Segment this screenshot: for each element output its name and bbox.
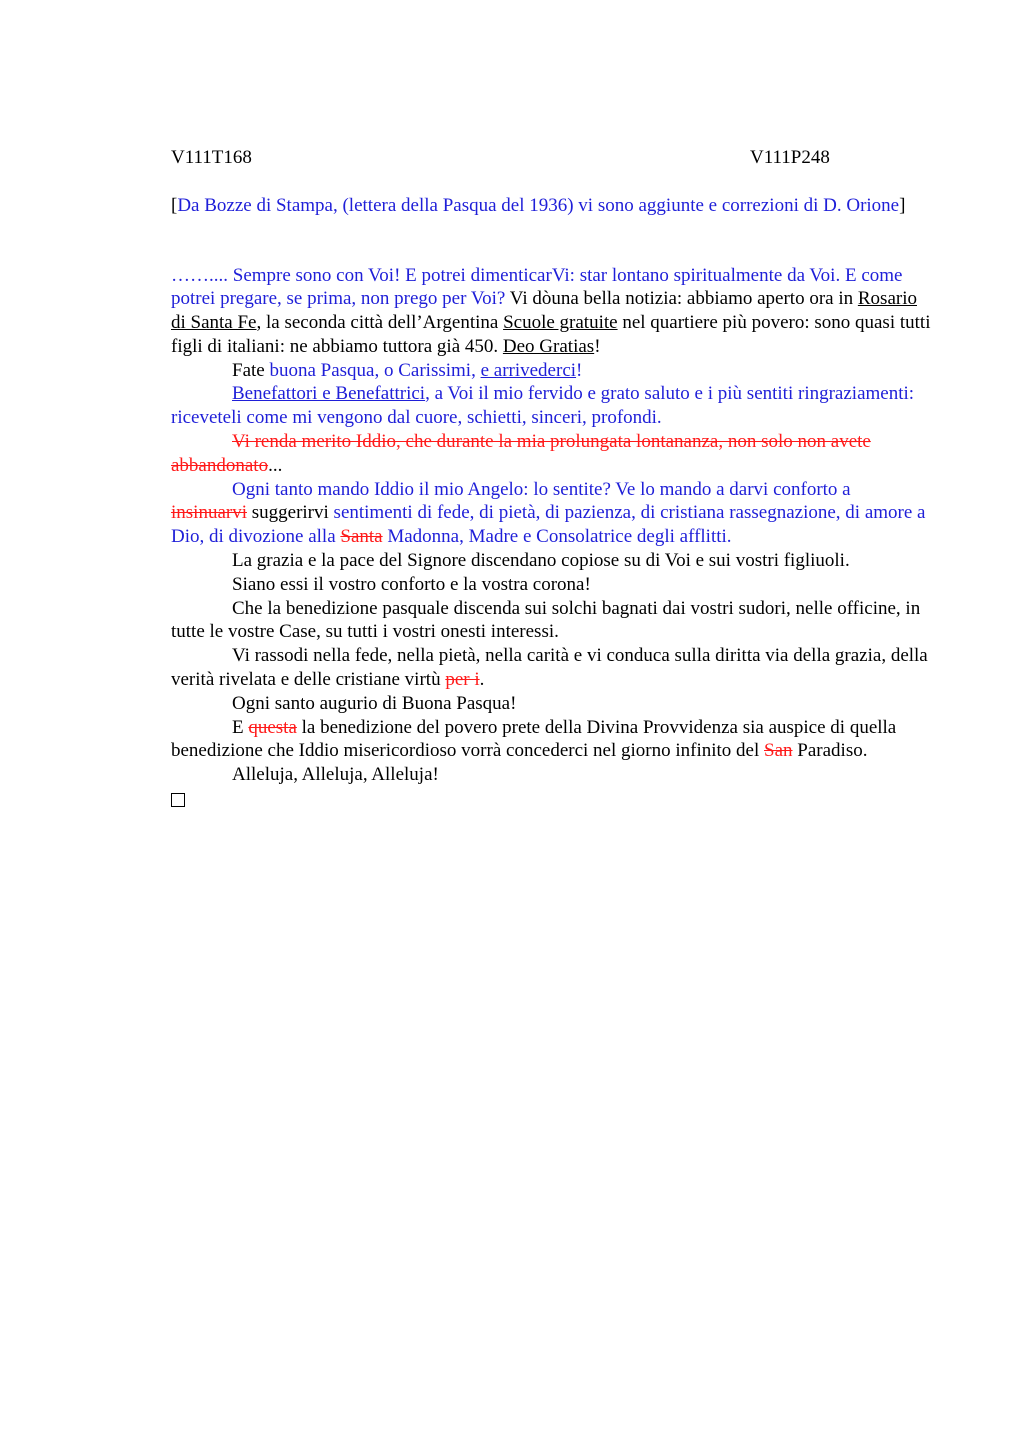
paragraph-12: Alleluja, Alleluja, Alleluja! bbox=[232, 764, 439, 786]
note-open-bracket: [ bbox=[171, 195, 178, 216]
text-run: nel quartiere più povero: sono quasi tutti figli di italiani: ne abbiamo tuttora già 450. bbox=[171, 312, 931, 357]
text-run: . bbox=[479, 669, 485, 691]
paragraph-9 bbox=[171, 644, 931, 692]
text-run: Vi dòuna bella notizia: abbiamo aperto ora in bbox=[505, 288, 858, 310]
underlined-text: Scuole gratuite bbox=[503, 312, 618, 334]
volume-text-code: V111T168 bbox=[171, 147, 252, 168]
inserted-text: sentimenti di fede, di pietà, di pazienza, di cristiana rassegnazione, di amore a Dio, di divozione alla bbox=[171, 502, 926, 548]
underlined-text: Deo Gratias bbox=[502, 335, 595, 357]
text-run: Vi rassodi nella fede, nella pietà, nella carità e vi conduca sulla diritta via della grazia, della verità rivelata e delle cristiane virtù bbox=[171, 645, 928, 691]
text-run: E bbox=[232, 716, 249, 738]
inserted-underlined-text: e arrivederci bbox=[480, 359, 577, 381]
note-close-bracket: ] bbox=[899, 195, 906, 216]
volume-page-code: V111P248 bbox=[750, 147, 830, 168]
ellipsis: …….. bbox=[171, 264, 219, 286]
paragraph-10: Ogni santo augurio di Buona Pasqua! bbox=[232, 692, 517, 714]
inserted-text: Madonna, Madre e Consolatrice degli afflitti. bbox=[382, 526, 732, 548]
inserted-text: buona Pasqua, o Carissimi, bbox=[269, 359, 481, 381]
text-run: ! bbox=[594, 335, 601, 357]
underlined-text: di Santa Fe bbox=[171, 312, 257, 334]
inserted-text: Ogni tanto mando Iddio il mio Angelo: lo sentite? Ve lo mando a darvi conforto a bbox=[232, 478, 851, 500]
paragraph-1 bbox=[171, 264, 931, 359]
inserted-text: ! bbox=[576, 359, 583, 381]
document-header bbox=[171, 144, 931, 172]
deleted-text: Santa bbox=[340, 526, 383, 548]
text-run: Fate bbox=[232, 359, 270, 381]
paragraph-2 bbox=[171, 359, 931, 383]
paragraph-3 bbox=[171, 382, 931, 430]
deleted-text: insinuarvi bbox=[171, 502, 247, 524]
paragraph-4 bbox=[171, 430, 931, 478]
letter-body bbox=[171, 264, 931, 814]
text-run: , la seconda città dell’Argentina bbox=[256, 312, 504, 334]
paragraph-7: Siano essi il vostro conforto e la vostra corona! bbox=[232, 573, 591, 595]
inserted-text: .. Sempre sono con Voi! E potrei dimenticarVi: star lontano spiritualmente da Voi. E come potrei pregare, se prima, non prego per Voi? bbox=[171, 264, 903, 310]
deleted-text: questa bbox=[248, 716, 297, 738]
text-run: Paradiso. bbox=[792, 740, 868, 762]
text-run: la benedizione del povero prete della Divina Provvidenza sia auspice di quella benedizione che Iddio misericordioso vorrà concederci nel giorno infinito del bbox=[171, 716, 897, 762]
document-page bbox=[171, 144, 931, 814]
paragraph-8: Che la benedizione pasquale discenda sui solchi bagnati dai vostri sudori, nelle officine, in tutte le vostre Case, su tutti i vostri onesti interessi. bbox=[171, 597, 921, 643]
text-run: suggerirvi bbox=[247, 502, 334, 524]
text-run: ... bbox=[268, 454, 283, 476]
paragraph-5 bbox=[171, 478, 931, 549]
editorial-note bbox=[171, 194, 931, 218]
underlined-text: Rosario bbox=[857, 288, 917, 310]
paragraph-6: La grazia e la pace del Signore discendano copiose su di Voi e sui vostri figliuoli. bbox=[232, 550, 850, 572]
deleted-text: per i bbox=[445, 669, 480, 691]
end-square-icon bbox=[171, 787, 931, 814]
note-text: Da Bozze di Stampa, (lettera della Pasqua del 1936) vi sono aggiunte e correzioni di D. Orione bbox=[177, 195, 900, 216]
inserted-underlined-text: Benefattori e Benefattrici bbox=[232, 383, 426, 405]
inserted-text: , a Voi il mio fervido e grato saluto e i più sentiti ringraziamenti: riceveteli come mi vengono dal cuore, schietti, sinceri, profondi. bbox=[171, 383, 915, 429]
paragraph-11 bbox=[171, 716, 931, 764]
deleted-text: Vi renda merito Iddio, che durante la mia prolungata lontananza, non solo non avete abbandonato bbox=[171, 431, 871, 476]
deleted-text: San bbox=[764, 740, 793, 762]
